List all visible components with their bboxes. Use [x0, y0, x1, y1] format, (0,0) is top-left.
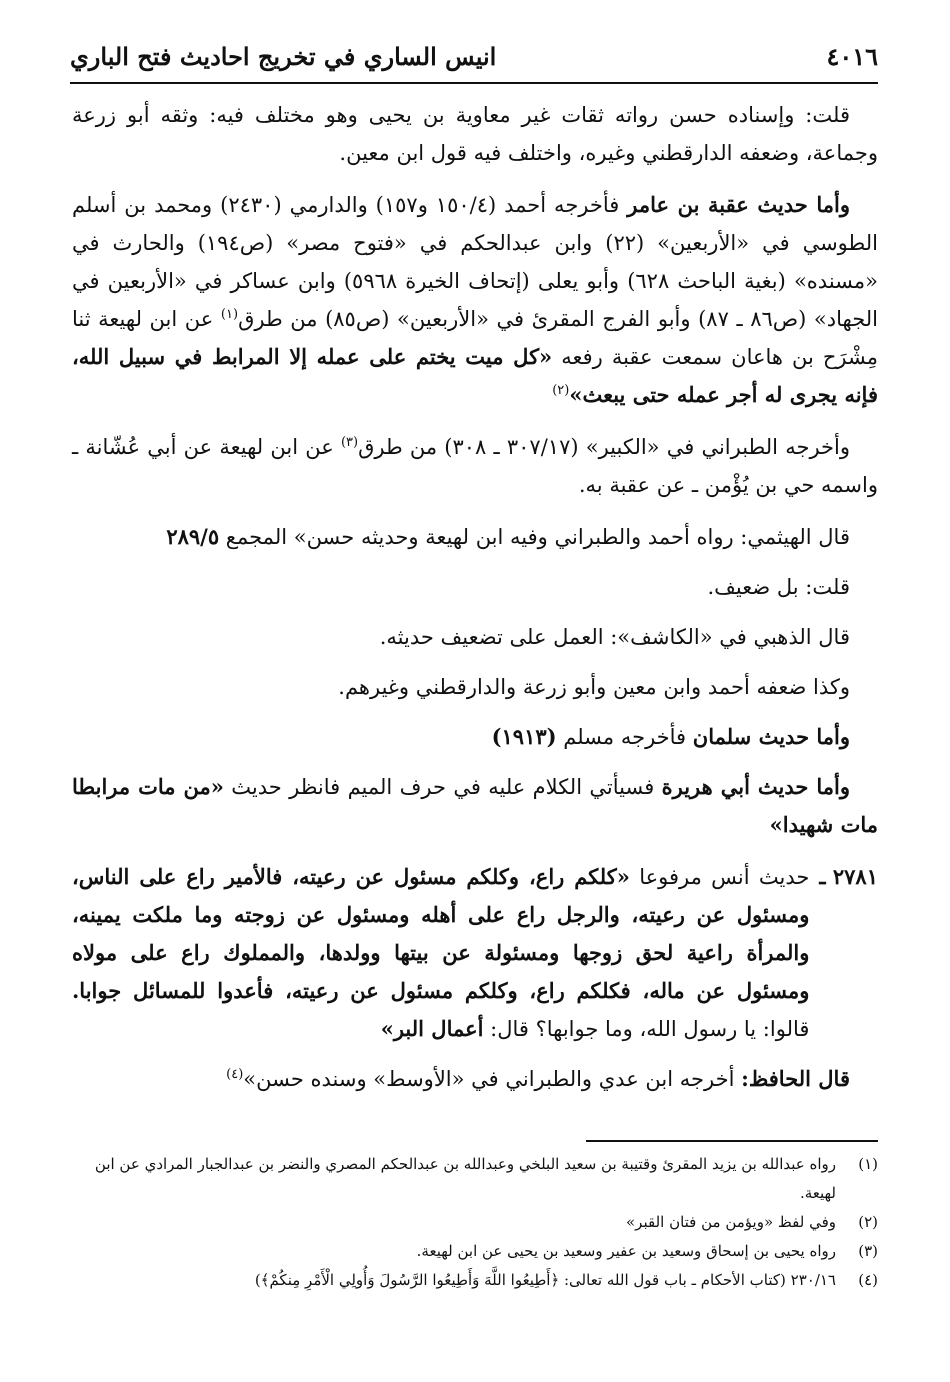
footnote-ref: (٢): [552, 383, 570, 398]
paragraph-dhahabi: قال الذهبي في «الكاشف»: العمل على تضعيف حديثه.: [379, 625, 850, 649]
footnote-number: (١): [858, 1155, 878, 1173]
paragraph-qultu-daif: قلت: بل ضعيف.: [707, 575, 850, 599]
footnote-text: رواه يحيى بن إسحاق وسعيد بن عفير وسعيد بن يحيى عن ابن لهيعة.: [416, 1242, 836, 1260]
footnote-text: ٢٣٠/١٦ (كتاب الأحكام ـ باب قول الله تعالى: ﴿أَطِيعُوا اللَّهَ وَأَطِيعُوا الرَّسُولَ وَأُولِي الْأَمْرِ مِنكُمْ﴾): [254, 1271, 836, 1289]
footnote: [72, 1150, 878, 1208]
footnote-ref: (٣): [340, 435, 359, 450]
hafiz-label: قال الحافظ:: [741, 1066, 850, 1091]
footnote-ref: (١): [220, 307, 239, 322]
paragraph-qultu-isnad: قلت: وإسناده حسن رواته ثقات غير معاوية بن يحيى وهو مختلف فيه: وثقه أبو زرعة وجماعة، وضعفه الدارقطني وغيره، واختلف فيه قول ابن معين.: [72, 103, 878, 165]
footnote-number: (٢): [858, 1213, 878, 1231]
book-title: انيس الساري في تخريج احاديث فتح الباري: [70, 41, 497, 71]
main-text: [72, 96, 878, 1110]
footnote-divider: [586, 1140, 878, 1142]
footnote: [72, 1237, 878, 1266]
hadith-number: ٢٧٨١ ـ: [819, 864, 878, 889]
header-divider: [70, 82, 878, 84]
paragraph-abu-hurayra-hadith: وأما حديث أبي هريرة فسيأتي الكلام عليه في حرف الميم فانظر حديث «من مات مرابطا مات شهيدا»: [72, 774, 878, 837]
section-lead: وأما حديث سلمان: [692, 724, 850, 749]
footnote-text: رواه عبدالله بن يزيد المقرئ وقتيبة بن سعيد البلخي وعبدالله بن عبدالحكم المصري والنضر بن عبدالجبار المرادي عن ابن لهيعة.: [94, 1155, 836, 1202]
page-number: ٤٠١٦: [826, 41, 878, 71]
footnote-text: وفي لفظ «ويؤمن من فتان القبر»: [626, 1213, 836, 1231]
paragraph-hafiz: قال الحافظ: أخرجه ابن عدي والطبراني في «الأوسط» وسنده حسن»$^{(٤)}$: [226, 1066, 850, 1091]
paragraph-tabarani: وأخرجه الطبراني في «الكبير» (٣٠٧/١٧ ـ ٣٠٨) من طرق$^{(٣)}$ عن ابن لهيعة عن أبي عُشّانة ـ واسمه حي بن يُؤْمن ـ عن عقبة به.: [72, 435, 878, 497]
footnote-ref: (٤): [226, 1067, 244, 1082]
hadith-quote: «كل ميت يختم على عمله إلا المرابط في سبيل الله، فإنه يجرى له أجر عمله حتى يبعث»: [72, 344, 878, 407]
paragraph-uqba-hadith: وأما حديث عقبة بن عامر فأخرجه أحمد (١٥٠/٤ و١٥٧) والدارمي (٢٤٣٠) ومحمد بن أسلم الطوسي في «الأربعين» (٢٢) وابن عبدالحكم في «فتوح مصر» (ص١٩٤) والحارث في «مسنده» (بغية الباحث ٦٢٨) وأبو يعلى (إتحاف الخيرة ٥٩٦٨) وابن عساكر في «الأربعين في الجهاد» (ص٨٦ ـ ٨٧) وأبو الفرج المقرئ في «الأربعين» (ص٨٥) من طرق$^{(١)}$ عن ابن لهيعة ثنا مِشْرَح بن هاعان سمعت عقبة رفعه «كل ميت يختم على عمله إلا المرابط في سبيل الله، فإنه يجرى له أجر عمله حتى يبعث»$^{(٢)}$: [72, 192, 878, 407]
hadith-text: حديث أنس مرفوعا «كلكم راع، وكلكم مسئول عن رعيته، فالأمير راع على الناس، ومسئول عن رعيته، والرجل راع على أهله ومسئول عن زوجته وما ملكت يمينه، والمرأة راعية لحق زوجها ومسئولة عن بيتها وولدها، والمملوك راع على مولاه ومسئول عن ماله، فكلكم راع، وكلكم مسئول عن رعيته، فأعدوا للمسائل جوابا. قالوا: يا رسول الله، وما جوابها؟ قال: أعمال البر»: [72, 864, 810, 1041]
hadith-quote: «كلكم راع، وكلكم مسئول عن رعيته، فالأمير راع على الناس، ومسئول عن رعيته، والرجل راع على أهله ومسئول عن زوجته وما ملكت يمينه، والمرأة راعية لحق زوجها ومسئولة عن بيتها وولدها، والمملوك راع على مولاه ومسئول عن ماله، فكلكم راع، وكلكم مسئول عن رعيته، فأعدوا للمسائل جوابا.: [72, 864, 810, 1003]
page-header: [70, 36, 878, 76]
hadith-entry: [72, 858, 878, 1048]
footnote-number: (٣): [858, 1242, 878, 1260]
footnotes: [72, 1150, 878, 1295]
footnote: [72, 1208, 878, 1237]
paragraph-weakened-by: وكذا ضعفه أحمد وابن معين وأبو زرعة والدارقطني وغيرهم.: [338, 675, 850, 699]
paragraph-haythami: قال الهيثمي: رواه أحمد والطبراني وفيه ابن لهيعة وحديثه حسن» المجمع ٢٨٩/٥: [166, 524, 850, 549]
section-lead: وأما حديث أبي هريرة: [661, 774, 850, 799]
footnote-number: (٤): [858, 1271, 878, 1289]
footnote: [72, 1266, 878, 1295]
section-lead: وأما حديث عقبة بن عامر: [627, 192, 850, 217]
paragraph-salman-hadith: وأما حديث سلمان فأخرجه مسلم (١٩١٣): [491, 724, 850, 749]
